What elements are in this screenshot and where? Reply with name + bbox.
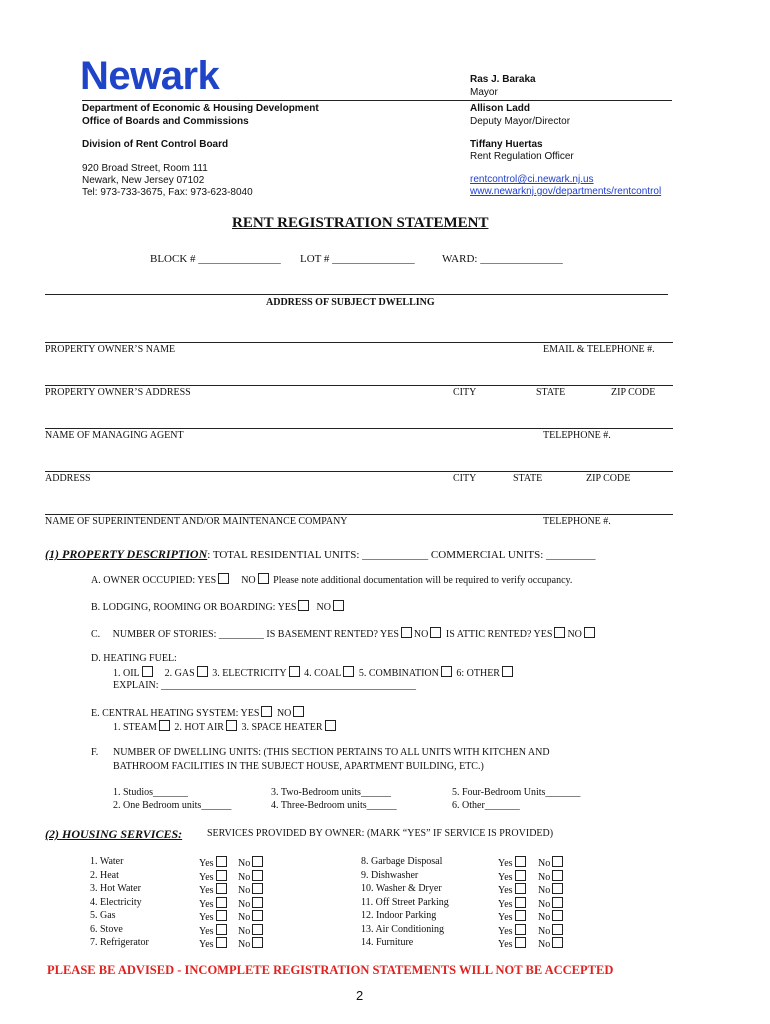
service-no-checkbox[interactable]: [252, 910, 263, 921]
service-yes-label: Yes: [199, 925, 214, 937]
lodging-no-label: NO: [316, 602, 331, 613]
mayor-title: Mayor: [470, 87, 498, 98]
service-no-label: No: [538, 898, 551, 910]
service-yes-label: Yes: [498, 858, 513, 869]
service-yes-checkbox[interactable]: [216, 937, 227, 948]
service-no-checkbox[interactable]: [252, 870, 263, 881]
super-label: NAME OF SUPERINTENDENT AND/OR MAINTENANCE COMPANY: [45, 516, 348, 527]
units-fields[interactable]: : TOTAL RESIDENTIAL UNITS: ____________ COMMERCIAL UNITS: _________: [207, 549, 596, 561]
service-yes-label: Yes: [199, 912, 214, 923]
section-1-heading: (1) PROPERTY DESCRIPTION: [45, 547, 208, 561]
service-yes-option: [498, 910, 528, 923]
service-no-checkbox[interactable]: [252, 883, 263, 894]
service-no-label: No: [238, 858, 251, 869]
ward-field[interactable]: WARD: _______________: [442, 253, 563, 265]
form-title: RENT REGISTRATION STATEMENT: [232, 215, 489, 231]
basement-yes-checkbox[interactable]: [401, 627, 412, 638]
owner-state-label: STATE: [536, 387, 566, 398]
lodging-label: B. LODGING, ROOMING OR BOARDING: YES: [91, 602, 297, 613]
service-no-checkbox[interactable]: [552, 897, 563, 908]
service-yes-option: [498, 937, 528, 950]
service-label: 5. Gas: [90, 910, 116, 921]
service-label: 13. Air Conditioning: [361, 923, 445, 935]
units-one-bedroom[interactable]: 2. One Bedroom units______: [113, 800, 232, 811]
service-yes-label: Yes: [498, 871, 513, 883]
email-link[interactable]: rentcontrol@ci.newark.nj.us: [470, 174, 594, 185]
newark-logo: Newark: [80, 54, 220, 98]
service-yes-checkbox[interactable]: [515, 924, 526, 935]
lodging-row: [91, 600, 346, 613]
service-no-option: [238, 910, 265, 923]
section-2-heading: (2) HOUSING SERVICES:: [45, 827, 183, 841]
central-heating-label: E. CENTRAL HEATING SYSTEM: YES: [91, 708, 260, 719]
incomplete-warning: PLEASE BE ADVISED - INCOMPLETE REGISTRATION STATEMENTS WILL NOT BE ACCEPTED: [47, 963, 614, 977]
service-no-option: [538, 870, 565, 883]
service-no-option: [238, 937, 265, 950]
owner-occupied-no-label: NO: [241, 575, 256, 586]
hot-air-checkbox[interactable]: [226, 720, 237, 731]
service-no-checkbox[interactable]: [552, 924, 563, 935]
service-no-label: No: [538, 871, 551, 883]
service-yes-checkbox[interactable]: [515, 897, 526, 908]
agent-label: NAME OF MANAGING AGENT: [45, 430, 184, 441]
block-field[interactable]: BLOCK # _______________: [150, 253, 281, 265]
owner-city-label: CITY: [453, 387, 477, 398]
officer-name: Tiffany Huertas: [470, 139, 543, 150]
lodging-no-checkbox[interactable]: [333, 600, 344, 611]
fuel-gas-label: 2. GAS: [164, 668, 195, 679]
service-no-checkbox[interactable]: [552, 910, 563, 921]
service-yes-option: [498, 924, 528, 937]
service-yes-label: Yes: [498, 925, 513, 937]
dwelling-units-letter: F.: [91, 747, 99, 758]
fuel-electricity-label: 3. ELECTRICITY: [212, 668, 287, 679]
agent-state-label: STATE: [513, 473, 543, 484]
dept-line-1: Department of Economic & Housing Development: [82, 103, 319, 114]
service-label: 1. Water: [90, 856, 124, 867]
units-studios[interactable]: 1. Studios_______: [113, 787, 189, 798]
stories-row: [91, 627, 597, 640]
office-address-2: Newark, New Jersey 07102: [82, 175, 205, 186]
service-no-label: No: [238, 898, 251, 910]
dwelling-units-line-2: BATHROOM FACILITIES IN THE SUBJECT HOUSE, APARTMENT BUILDING, ETC.): [113, 761, 484, 772]
occupancy-note: Please note additional documentation will be required to verify occupancy.: [273, 575, 573, 586]
fuel-coal-label: 4. COAL: [304, 668, 342, 679]
fuel-oil-label: 1. OIL: [113, 668, 140, 679]
service-label: 9. Dishwasher: [361, 869, 419, 881]
subject-address-line[interactable]: [45, 294, 668, 295]
services-instruction: SERVICES PROVIDED BY OWNER: (MARK “YES” IF SERVICE IS PROVIDED): [207, 828, 554, 839]
service-yes-option: [199, 937, 229, 950]
service-yes-option: [199, 910, 229, 923]
attic-no-label: NO: [567, 629, 582, 640]
attic-yes-checkbox[interactable]: [554, 627, 565, 638]
service-no-option: [538, 937, 565, 950]
mayor-name: Ras J. Baraka: [470, 74, 536, 85]
service-no-label: No: [238, 925, 251, 937]
service-yes-option: [199, 924, 229, 937]
service-yes-checkbox[interactable]: [515, 883, 526, 894]
space-heater-label: 3. SPACE HEATER: [241, 722, 323, 733]
service-no-checkbox[interactable]: [552, 883, 563, 894]
owner-address-label: PROPERTY OWNER’S ADDRESS: [45, 387, 191, 398]
fuel-combination-checkbox[interactable]: [441, 666, 452, 677]
units-two-bedroom[interactable]: 3. Two-Bedroom units______: [271, 787, 391, 798]
super-line[interactable]: [45, 514, 673, 515]
stories-letter: C.: [91, 629, 101, 640]
service-no-option: [238, 856, 265, 869]
owner-occupied-no-checkbox[interactable]: [258, 573, 269, 584]
fuel-explain-field[interactable]: EXPLAIN: ___________________________________________________: [113, 680, 417, 691]
central-heating-yes-checkbox[interactable]: [261, 706, 272, 717]
hot-air-label: 2. HOT AIR: [174, 722, 224, 733]
heating-fuel-options: [113, 666, 515, 679]
basement-no-checkbox[interactable]: [430, 627, 441, 638]
service-yes-checkbox[interactable]: [216, 883, 227, 894]
steam-label: 1. STEAM: [113, 722, 157, 733]
service-no-option: [538, 856, 565, 869]
owner-name-line[interactable]: [45, 342, 673, 343]
stories-label: NUMBER OF STORIES: _________ IS BASEMENT RENTED? YES: [112, 629, 399, 640]
central-heating-row: [91, 706, 306, 719]
owner-name-label: PROPERTY OWNER’S NAME: [45, 344, 176, 355]
super-telephone-label: TELEPHONE #.: [543, 516, 611, 527]
heating-type-options: [113, 720, 338, 733]
service-no-label: No: [538, 939, 551, 950]
service-no-option: [538, 924, 565, 937]
agent-zip-label: ZIP CODE: [586, 473, 631, 484]
service-yes-option: [199, 856, 229, 869]
service-no-label: No: [538, 912, 551, 923]
service-yes-option: [498, 883, 528, 896]
service-yes-checkbox[interactable]: [515, 937, 526, 948]
service-yes-label: Yes: [498, 885, 513, 896]
service-no-option: [538, 897, 565, 910]
owner-occupied-label: A. OWNER OCCUPIED: YES: [91, 575, 217, 586]
heating-fuel-label: D. HEATING FUEL:: [91, 653, 177, 664]
service-yes-checkbox[interactable]: [216, 897, 227, 908]
owner-address-line[interactable]: [45, 385, 673, 386]
lodging-yes-checkbox[interactable]: [298, 600, 309, 611]
service-no-label: No: [538, 858, 551, 869]
service-yes-label: Yes: [498, 912, 513, 923]
service-yes-label: Yes: [199, 885, 214, 896]
dept-line-2: Office of Boards and Commissions: [82, 116, 249, 127]
service-no-label: No: [238, 885, 251, 896]
service-label: 12. Indoor Parking: [361, 910, 437, 921]
service-yes-label: Yes: [199, 939, 214, 950]
service-label: 14. Furniture: [361, 937, 414, 948]
fuel-other-checkbox[interactable]: [502, 666, 513, 677]
service-yes-checkbox[interactable]: [216, 924, 227, 935]
office-phone: Tel: 973-733-3675, Fax: 973-623-8040: [82, 187, 253, 198]
service-no-label: No: [538, 925, 551, 937]
fuel-electricity-checkbox[interactable]: [289, 666, 300, 677]
owner-occupied-row: [91, 573, 572, 586]
service-yes-option: [199, 883, 229, 896]
service-no-option: [238, 883, 265, 896]
page-number: 2: [356, 988, 364, 1003]
service-no-checkbox[interactable]: [552, 856, 563, 867]
service-no-option: [238, 897, 265, 910]
service-yes-label: Yes: [199, 898, 214, 910]
deputy-name: Allison Ladd: [470, 103, 530, 114]
agent-telephone-label: TELEPHONE #.: [543, 430, 611, 441]
service-yes-checkbox[interactable]: [216, 856, 227, 867]
officer-title: Rent Regulation Officer: [470, 151, 574, 162]
service-yes-checkbox[interactable]: [515, 910, 526, 921]
service-no-checkbox[interactable]: [552, 870, 563, 881]
service-no-option: [538, 883, 565, 896]
service-no-checkbox[interactable]: [252, 856, 263, 867]
office-address-1: 920 Broad Street, Room 111: [82, 163, 208, 174]
service-yes-checkbox[interactable]: [216, 910, 227, 921]
service-label: 2. Heat: [90, 869, 119, 881]
fuel-coal-checkbox[interactable]: [343, 666, 354, 677]
units-other[interactable]: 6. Other_______: [452, 800, 520, 811]
service-label: 4. Electricity: [90, 896, 142, 908]
service-no-checkbox[interactable]: [252, 924, 263, 935]
steam-checkbox[interactable]: [159, 720, 170, 731]
service-label: 10. Washer & Dryer: [361, 883, 442, 894]
service-yes-option: [199, 897, 229, 910]
fuel-oil-checkbox[interactable]: [142, 666, 153, 677]
central-heating-no-label: NO: [276, 708, 292, 719]
service-no-option: [238, 924, 265, 937]
service-no-label: No: [238, 939, 251, 950]
units-three-bedroom[interactable]: 4. Three-Bedroom units______: [271, 800, 397, 811]
service-label: 7. Refrigerator: [90, 937, 149, 948]
section-1-row: [45, 545, 596, 563]
website-link[interactable]: www.newarknj.gov/departments/rentcontrol: [470, 186, 662, 197]
service-yes-option: [199, 870, 229, 883]
lot-field[interactable]: LOT # _______________: [300, 253, 415, 265]
service-label: 8. Garbage Disposal: [361, 856, 443, 867]
service-yes-label: Yes: [498, 939, 513, 950]
service-yes-checkbox[interactable]: [515, 870, 526, 881]
attic-no-checkbox[interactable]: [584, 627, 595, 638]
owner-occupied-yes-checkbox[interactable]: [218, 573, 229, 584]
service-yes-checkbox[interactable]: [515, 856, 526, 867]
dwelling-units-line-1: NUMBER OF DWELLING UNITS: (THIS SECTION PERTAINS TO ALL UNITS WITH KITCHEN AND: [113, 747, 550, 758]
space-heater-checkbox[interactable]: [325, 720, 336, 731]
service-yes-label: Yes: [498, 898, 513, 910]
division-label: Division of Rent Control Board: [82, 139, 229, 150]
service-label: 11. Off Street Parking: [361, 896, 449, 908]
owner-email-label: EMAIL & TELEPHONE #.: [543, 344, 655, 355]
owner-zip-label: ZIP CODE: [611, 387, 656, 398]
agent-address-line[interactable]: [45, 471, 673, 472]
basement-no-label: NO: [413, 629, 429, 640]
attic-label: IS ATTIC RENTED? YES: [445, 629, 553, 640]
service-yes-option: [498, 856, 528, 869]
fuel-combination-label: 5. COMBINATION: [358, 668, 439, 679]
service-label: 6. Stove: [90, 923, 123, 935]
agent-city-label: CITY: [453, 473, 477, 484]
central-heating-no-checkbox[interactable]: [293, 706, 304, 717]
fuel-gas-checkbox[interactable]: [197, 666, 208, 677]
service-yes-label: Yes: [199, 871, 214, 883]
units-four-bedroom[interactable]: 5. Four-Bedroom Units_______: [452, 787, 581, 798]
service-no-option: [238, 870, 265, 883]
header-divider: [82, 100, 672, 101]
deputy-title: Deputy Mayor/Director: [470, 116, 571, 127]
service-yes-checkbox[interactable]: [216, 870, 227, 881]
service-no-label: No: [238, 871, 251, 883]
service-no-option: [538, 910, 565, 923]
service-no-checkbox[interactable]: [252, 897, 263, 908]
service-no-checkbox[interactable]: [252, 937, 263, 948]
service-yes-label: Yes: [199, 858, 214, 869]
subject-address-label: ADDRESS OF SUBJECT DWELLING: [266, 297, 435, 308]
service-no-checkbox[interactable]: [552, 937, 563, 948]
service-no-label: No: [538, 885, 551, 896]
agent-line[interactable]: [45, 428, 673, 429]
fuel-other-label: 6: OTHER: [456, 668, 500, 679]
service-yes-option: [498, 897, 528, 910]
agent-address-label: ADDRESS: [45, 473, 91, 484]
service-no-label: No: [238, 912, 251, 923]
service-label: 3. Hot Water: [90, 883, 141, 894]
service-yes-option: [498, 870, 528, 883]
